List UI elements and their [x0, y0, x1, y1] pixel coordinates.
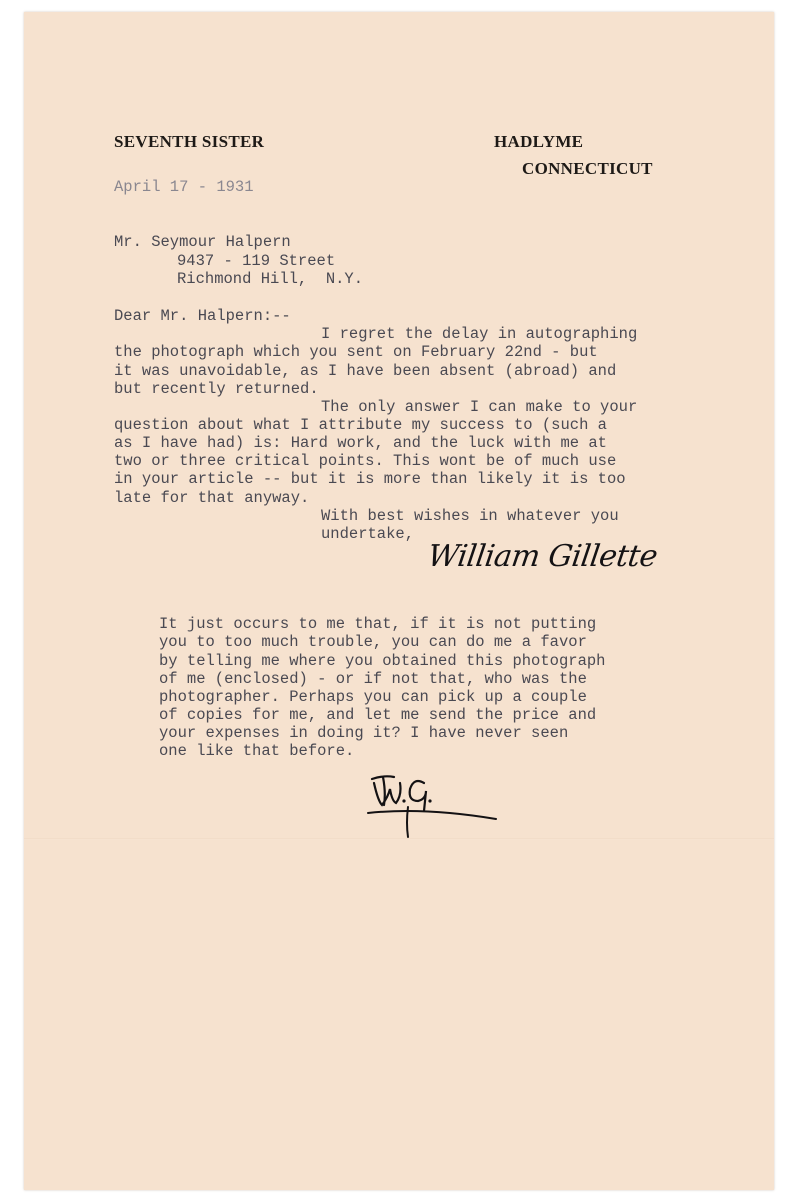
- postscript-line: your expenses in doing it? I have never seen: [159, 724, 569, 742]
- body-line: but recently returned.: [114, 380, 319, 398]
- body-line: it was unavoidable, as I have been absent (abroad) and: [114, 362, 617, 380]
- body-line: in your article -- but it is more than likely it is too: [114, 470, 626, 488]
- body-line: The only answer I can make to your: [321, 398, 638, 416]
- recipient-street: 9437 - 119 Street: [177, 252, 336, 270]
- recipient-name: Mr. Seymour Halpern: [114, 233, 291, 251]
- recipient-city: Richmond Hill, N.Y.: [177, 270, 364, 288]
- postscript-line: by telling me where you obtained this photograph: [159, 652, 606, 670]
- salutation: Dear Mr. Halpern:--: [114, 307, 291, 325]
- letterhead-town: HADLYME: [494, 132, 584, 151]
- closing-line: With best wishes in whatever you: [321, 507, 619, 525]
- closing-line: undertake,: [321, 525, 415, 543]
- postscript-line: photographer. Perhaps you can pick up a couple: [159, 688, 587, 706]
- body-line: two or three critical points. This wont be of much use: [114, 452, 617, 470]
- body-line: I regret the delay in autographing: [321, 325, 638, 343]
- body-line: the photograph which you sent on February 22nd - but: [114, 343, 598, 361]
- handwritten-signature: William Gillette: [425, 539, 660, 574]
- postscript-line: It just occurs to me that, if it is not putting: [159, 615, 597, 633]
- letterhead-state: CONNECTICUT: [522, 159, 653, 178]
- postscript-line: one like that before.: [159, 742, 355, 760]
- body-line: as I have had) is: Hard work, and the luck with me at: [114, 434, 607, 452]
- postscript-line: you to too much trouble, you can do me a favor: [159, 633, 587, 651]
- letter-date: April 17 - 1931: [114, 178, 254, 196]
- postscript-line: of copies for me, and let me send the price and: [159, 706, 597, 724]
- letterhead-left: SEVENTH SISTER: [114, 132, 265, 151]
- letter-paper: [24, 12, 774, 1190]
- body-line: question about what I attribute my success to (such a: [114, 416, 607, 434]
- body-line: late for that anyway.: [114, 489, 310, 507]
- handwritten-initials: [364, 767, 514, 847]
- postscript-line: of me (enclosed) - or if not that, who was the: [159, 670, 587, 688]
